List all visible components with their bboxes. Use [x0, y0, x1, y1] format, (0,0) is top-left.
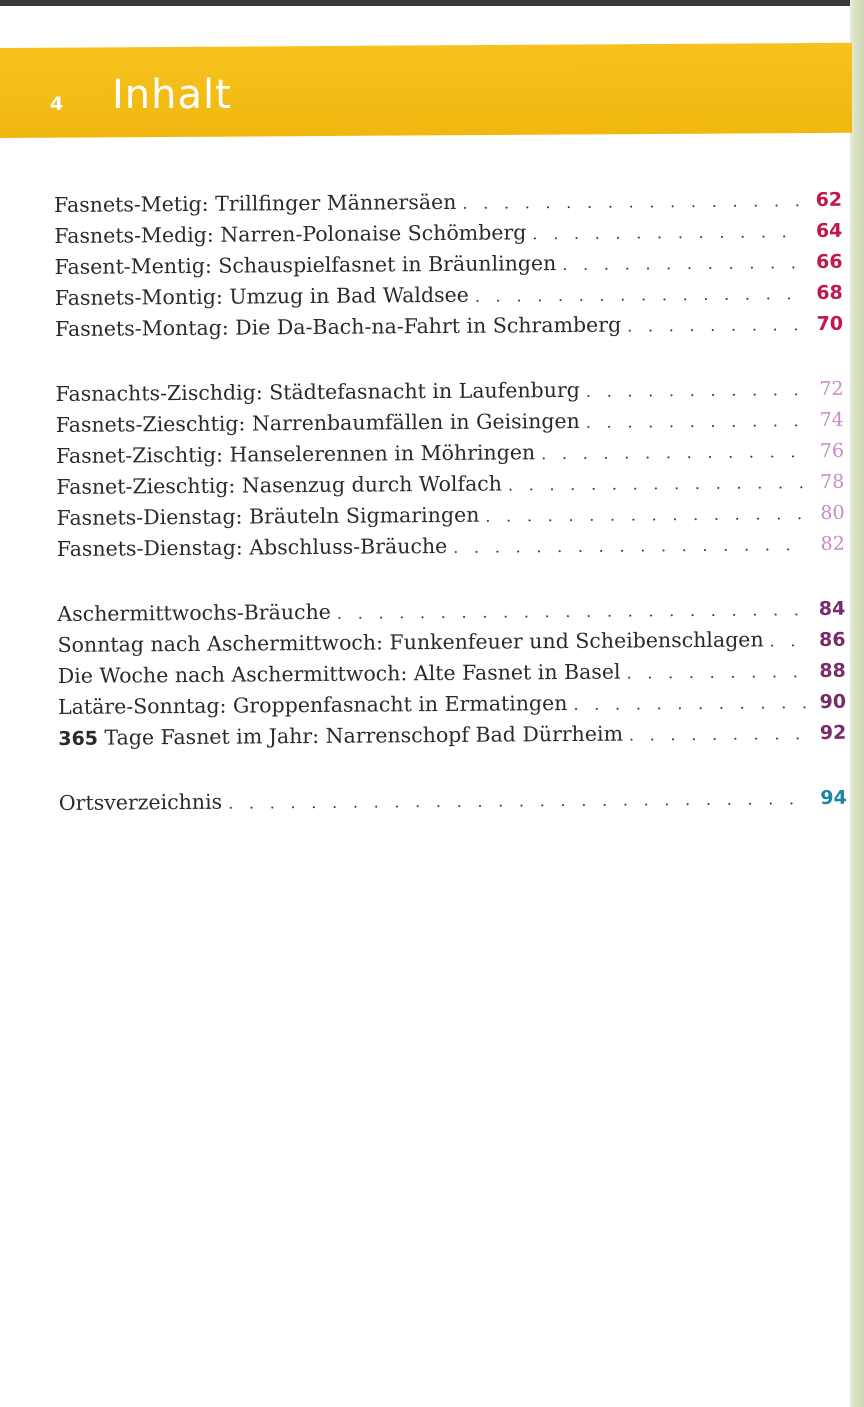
dot-leader	[626, 656, 806, 688]
toc-entry-title: Die Woche nach Aschermittwoch: Alte Fasnet in Basel	[57, 659, 621, 688]
toc-entry-title: Aschermittwochs-Bräuche	[57, 599, 331, 626]
toc-entry[interactable]	[56, 435, 844, 472]
toc-entry[interactable]	[54, 215, 842, 252]
dot-leader	[629, 718, 807, 750]
toc-entry-page: 94	[820, 786, 847, 809]
toc-entry[interactable]	[55, 373, 843, 410]
toc-entry-title: Ortsverzeichnis	[58, 789, 223, 815]
toc-entry-page: 66	[816, 250, 843, 274]
adjacent-page-edge	[850, 0, 864, 1407]
toc-entry-title-number: 365	[58, 727, 99, 750]
toc-entry-page: 88	[819, 659, 846, 683]
toc-entry-page: 92	[819, 721, 847, 745]
toc-entry-page: 90	[819, 690, 847, 714]
toc-entry-title: Fasnets-Dienstag: Bräuteln Sigmaringen	[56, 502, 480, 530]
toc-entry-title: Fasnachts-Zischdig: Städtefasnacht in Laufenburg	[55, 377, 580, 406]
dot-leader	[475, 278, 803, 312]
toc-entry[interactable]	[58, 686, 846, 723]
dot-leader	[532, 216, 802, 249]
toc-entry[interactable]	[54, 184, 842, 221]
toc-entry-page: 80	[820, 501, 845, 524]
dot-leader	[508, 467, 805, 500]
toc-entry-page: 82	[820, 532, 845, 555]
toc-entry-title: Fasnets-Zieschtig: Narrenbaumfällen in Geisingen	[55, 408, 580, 437]
table-of-contents	[54, 184, 847, 853]
dot-leader	[453, 529, 805, 563]
dot-leader	[586, 374, 804, 407]
toc-entry[interactable]	[54, 246, 842, 283]
toc-entry[interactable]	[56, 404, 844, 441]
toc-entry-title: Fasent-Mentig: Schauspielfasnet in Bräunlingen	[54, 251, 557, 279]
toc-entry[interactable]	[58, 717, 846, 754]
toc-section-3	[57, 593, 846, 754]
toc-entry[interactable]	[58, 655, 846, 692]
toc-entry-title: Fasnets-Montag: Die Da-Bach-na-Fahrt in Schramberg	[54, 312, 622, 341]
dot-leader	[485, 498, 804, 532]
toc-entry[interactable]	[59, 782, 847, 819]
dot-leader	[337, 594, 806, 629]
toc-entry-title: Fasnets-Metig: Trillfinger Männersäen	[54, 189, 457, 217]
toc-entry-title: Fasnets-Medig: Narren-Polonaise Schömberg	[54, 220, 527, 248]
toc-entry-title: Fasnet-Zieschtig: Nasenzug durch Wolfach	[56, 471, 503, 499]
toc-entry-title: Fasnets-Montig: Umzug in Bad Waldsee	[54, 282, 469, 310]
toc-entry[interactable]	[55, 308, 843, 345]
toc-entry-page: 68	[816, 281, 843, 305]
toc-section-4	[59, 782, 847, 819]
dot-leader	[586, 405, 804, 438]
toc-entry-page: 84	[818, 597, 846, 621]
toc-entry-page: 64	[815, 219, 843, 243]
page-title: Inhalt	[112, 72, 232, 118]
toc-entry-title: Fasnet-Zischtig: Hanselerennen in Möhringen	[55, 440, 536, 468]
toc-entry-page: 86	[819, 628, 846, 652]
toc-entry[interactable]	[56, 497, 844, 534]
dot-leader	[769, 625, 805, 656]
scan-top-edge	[0, 0, 864, 6]
toc-entry-page: 62	[815, 188, 843, 212]
toc-entry-page: 78	[820, 470, 845, 493]
toc-entry-title: Sonntag nach Aschermittwoch: Funkenfeuer und Scheibenschlagen	[57, 627, 764, 657]
toc-entry[interactable]	[57, 624, 845, 661]
toc-entry-page: 74	[819, 408, 844, 431]
page-number: 4	[50, 93, 64, 115]
dot-leader	[228, 783, 807, 819]
toc-entry[interactable]	[57, 528, 845, 565]
toc-entry[interactable]	[55, 277, 843, 314]
toc-entry-title: Fasnets-Dienstag: Abschluss-Bräuche	[56, 533, 448, 561]
dot-leader	[562, 247, 802, 280]
toc-entry-title	[58, 719, 629, 755]
dot-leader	[627, 309, 803, 341]
toc-entry-page: 72	[819, 377, 844, 400]
toc-entry-page: 76	[819, 439, 845, 462]
toc-section-1	[54, 184, 843, 345]
toc-entry-page: 70	[816, 312, 844, 336]
toc-entry[interactable]	[56, 466, 844, 503]
toc-entry-title: Latäre-Sonntag: Groppenfasnacht in Ermatingen	[57, 690, 568, 719]
dot-leader	[573, 687, 806, 720]
dot-leader	[462, 185, 802, 219]
dot-leader	[541, 436, 804, 469]
toc-section-2	[55, 373, 844, 565]
toc-entry-title-text: Tage Fasnet im Jahr: Narrenschopf Bad Dürrheim	[97, 721, 624, 750]
